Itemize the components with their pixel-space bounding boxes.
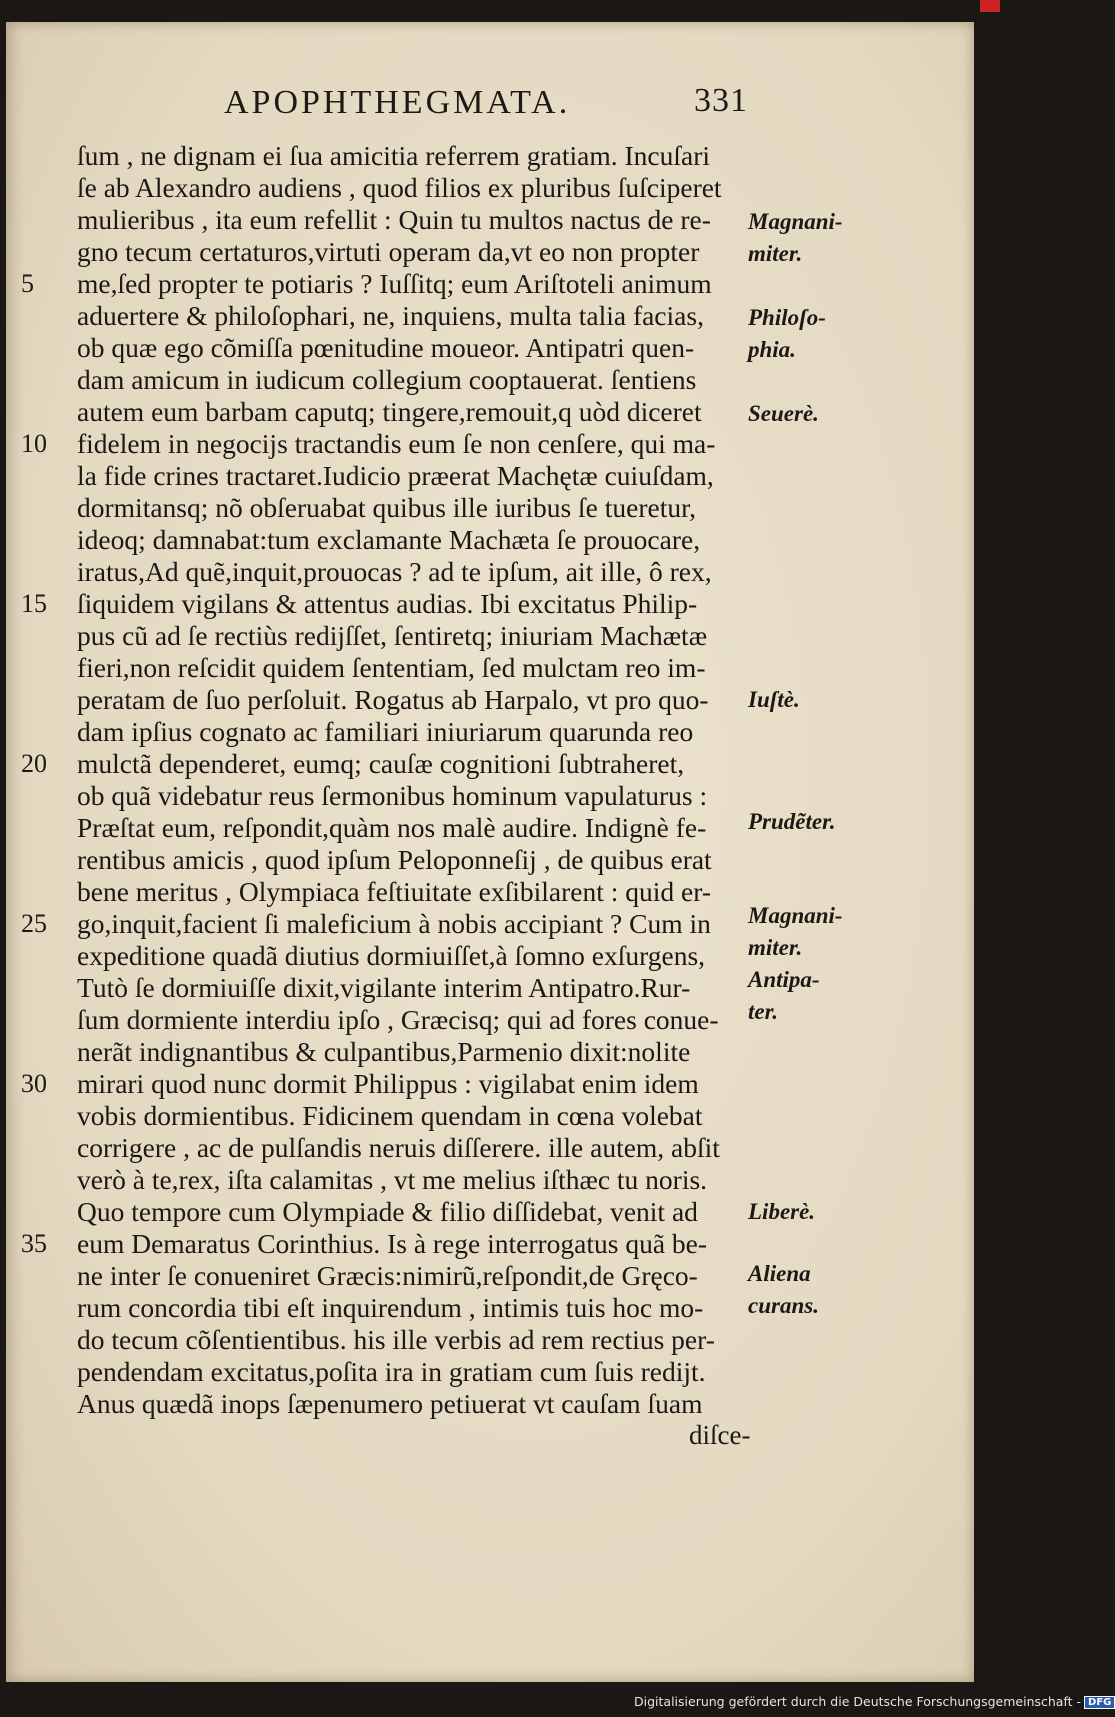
line-number: 25	[21, 909, 47, 938]
text-line: ne inter ſe conueniret Græcis:nimirũ,reſpondit,de Gręco-	[77, 1260, 698, 1291]
text-line: corrigere , ac de pulſandis neruis diſſerere. ille autem, abſit	[77, 1132, 720, 1163]
line-number: 5	[21, 269, 34, 298]
text-line: dormitansq; nõ obſeruabat quibus ille iuribus ſe tueretur,	[77, 492, 697, 523]
margin-note: Antipa-	[748, 967, 820, 992]
text-line: dam amicum in iudicum collegium cooptauerat. ſentiens	[77, 364, 697, 395]
text-line: me,ſed propter te potiaris ? Iuſſitq; eum Ariſtoteli animum	[77, 268, 712, 299]
text-line: eum Demaratus Corinthius. Is à rege interrogatus quã be-	[77, 1228, 708, 1259]
text-line: aduertere & philoſophari, ne, inquiens, multa talia facias,	[77, 300, 704, 331]
margin-note: miter.	[748, 935, 803, 960]
text-line: la fide crines tractaret.Iudicio præerat Machętæ cuiuſdam,	[77, 460, 714, 491]
margin-note: Magnani-	[748, 209, 843, 234]
footer-text: Digitalisierung gefördert durch die Deutsche Forschungsgemeinschaft -	[634, 1694, 1082, 1709]
text-line: ob quã videbatur reus ſermonibus hominum vapulaturus :	[77, 780, 708, 811]
dfg-logo: DFG	[1084, 1696, 1115, 1709]
text-line: mirari quod nunc dormit Philippus : vigilabat enim idem	[77, 1068, 699, 1099]
line-number: 20	[21, 749, 47, 778]
text-line: verò à te,rex, iſta calamitas , vt me melius iſthæc tu noris.	[77, 1164, 708, 1195]
text-line: dam ipſius cognato ac familiari iniuriarum quarunda reo	[77, 716, 694, 747]
running-header: APOPHTHEGMATA.	[224, 84, 571, 121]
text-line: vobis dormientibus. Fidicinem quendam in cœna volebat	[77, 1100, 703, 1131]
margin-note: Liberè.	[748, 1199, 816, 1224]
text-line: ideoq; damnabat:tum exclamante Machæta ſe prouocare,	[77, 524, 701, 555]
text-line: ſiquidem vigilans & attentus audias. Ibi excitatus Philip-	[77, 588, 698, 619]
text-line: go,inquit,facient ſi maleficium à nobis accipiant ? Cum in	[77, 908, 711, 939]
text-line: mulieribus , ita eum refellit : Quin tu multos nactus de re-	[77, 204, 711, 235]
margin-note: Aliena	[748, 1261, 811, 1286]
text-line: gno tecum certaturos,virtuti operam da,vt eo non propter	[77, 236, 700, 267]
margin-note: Magnani-	[748, 903, 843, 928]
text-line: ſe ab Alexandro audiens , quod filios ex pluribus ſuſciperet	[77, 172, 722, 203]
catchword: diſce-	[689, 1420, 751, 1450]
margin-note: ter.	[748, 999, 779, 1024]
book-page	[6, 22, 974, 1682]
margin-note: miter.	[748, 241, 803, 266]
margin-note: Seuerè.	[748, 401, 819, 426]
text-line: nerãt indignantibus & culpantibus,Parmenio dixit:nolite	[77, 1036, 691, 1067]
text-line: Anus quædã inops ſæpenumero petiuerat vt cauſam ſuam	[77, 1388, 703, 1419]
margin-note: Iuſtè.	[748, 687, 800, 712]
text-line: do tecum cõſentientibus. his ille verbis ad rem rectius per-	[77, 1324, 715, 1355]
margin-note: Prudẽter.	[748, 809, 836, 834]
text-line: fieri,non reſcidit quidem ſententiam, ſed mulctam reo im-	[77, 652, 706, 683]
text-line: rum concordia tibi eſt inquirendum , intimis tuis hoc mo-	[77, 1292, 704, 1323]
text-line: mulctã dependeret, eumq; cauſæ cognitioni ſubtraheret,	[77, 748, 685, 779]
line-number: 35	[21, 1229, 47, 1258]
text-line: Quo tempore cum Olympiade & filio diſſidebat, venit ad	[77, 1196, 698, 1227]
text-line: ſum dormiente interdiu ipſo , Græcisq; qui ad fores conue-	[77, 1004, 719, 1035]
text-line: peratam de ſuo perſoluit. Rogatus ab Harpalo, vt pro quo-	[77, 684, 709, 715]
text-line: bene meritus , Olympiaca feſtiuitate exſibilarent : quid er-	[77, 876, 712, 907]
line-number: 15	[21, 589, 47, 618]
edge-marker	[980, 0, 1000, 12]
text-line: pendendam excitatus,poſita ira in gratiam cum ſuis redijt.	[77, 1356, 706, 1387]
text-line: pus cũ ad ſe rectiùs redijſſet, ſentiretq; iniuriam Machætæ	[77, 620, 708, 651]
text-line: Præſtat eum, reſpondit,quàm nos malè audire. Indignè fe-	[77, 812, 707, 843]
text-line: rentibus amicis , quod ipſum Peloponneſij , de quibus erat	[77, 844, 712, 875]
text-line: ſum , ne dignam ei ſua amicitia referrem gratiam. Incuſari	[77, 140, 710, 171]
footer-credit	[634, 1694, 1115, 1709]
text-line: fidelem in negocijs tractandis eum ſe non cenſere, qui ma-	[77, 428, 716, 459]
margin-note: phia.	[748, 337, 796, 362]
page-number: 331	[694, 82, 748, 119]
margin-note: curans.	[748, 1293, 819, 1318]
line-number: 10	[21, 429, 47, 458]
text-line: autem eum barbam caputq; tingere,remouit,q uòd diceret	[77, 396, 702, 427]
text-line: Tutò ſe dormiuiſſe dixit,vigilante interim Antipatro.Rur-	[77, 972, 691, 1003]
text-line: expeditione quadã diutius dormiuiſſet,à ſomno exſurgens,	[77, 940, 706, 971]
margin-note: Philoſo-	[748, 305, 826, 330]
text-line: ob quæ ego cõmiſſa pœnitudine moueor. Antipatri quen-	[77, 332, 695, 363]
text-line: iratus,Ad quẽ,inquit,prouocas ? ad te ipſum, ait ille, ô rex,	[77, 556, 712, 587]
line-number: 30	[21, 1069, 47, 1098]
